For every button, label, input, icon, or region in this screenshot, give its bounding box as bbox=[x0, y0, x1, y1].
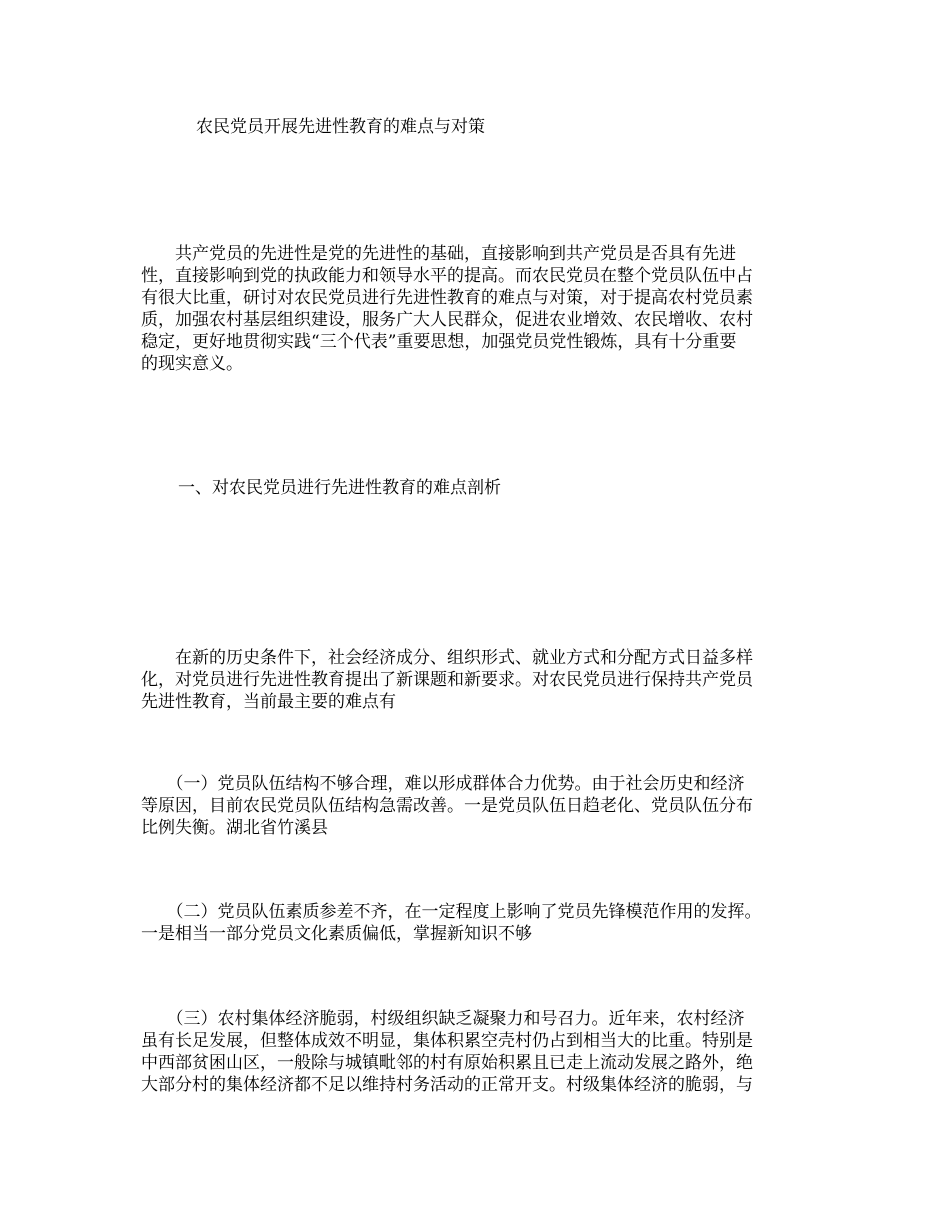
section-heading: 一、对农民党员进行先进性教育的难点剖析 bbox=[178, 478, 501, 498]
paragraph-point-3 bbox=[141, 1008, 821, 1096]
paragraph-point-2 bbox=[141, 901, 821, 945]
paragraph-line: 有很大比重，研讨对农民党员进行先进性教育的难点与对策，对于提高农村党员素 bbox=[141, 288, 753, 308]
paragraph-line: （一）党员队伍结构不够合理，难以形成群体合力优势。由于社会历史和经济 bbox=[141, 774, 745, 794]
paragraph-line: 共产党员的先进性是党的先进性的基础，直接影响到共产党员是否具有先进 bbox=[141, 244, 736, 264]
paragraph-line: 虽有长足发展，但整体成效不明显，集体积累空壳村仍占到相当大的比重。特别是 bbox=[141, 1031, 753, 1051]
paragraph-line: 等原因，目前农民党员队伍结构急需改善。一是党员队伍日趋老化、党员队伍分布 bbox=[141, 796, 753, 816]
paragraph-line: 大部分村的集体经济都不足以维持村务活动的正常开支。村级集体经济的脆弱，与 bbox=[141, 1075, 753, 1095]
paragraph-point-1 bbox=[141, 773, 821, 839]
paragraph-line: 在新的历史条件下，社会经济成分、组织形式、就业方式和分配方式日益多样 bbox=[141, 648, 753, 668]
paragraph-line: 稳定，更好地贯彻实践“三个代表”重要思想，加强党员党性锻炼，具有十分重要 bbox=[141, 332, 737, 352]
paragraph-line: （二）党员队伍素质参差不齐，在一定程度上影响了党员先锋模范作用的发挥。 bbox=[141, 902, 762, 922]
paragraph-line: 比例失衡。湖北省竹溪县 bbox=[141, 818, 328, 838]
paragraph-line: 质，加强农村基层组织建设，服务广大人民群众，促进农业增效、农民增收、农村 bbox=[141, 310, 753, 330]
document-title: 农民党员开展先进性教育的难点与对策 bbox=[196, 117, 485, 137]
paragraph-line: 的现实意义。 bbox=[141, 354, 243, 374]
paragraph-intro bbox=[141, 243, 821, 375]
paragraph-line: 一是相当一部分党员文化素质偏低，掌握新知识不够 bbox=[141, 924, 532, 944]
paragraph-line: 化，对党员进行先进性教育提出了新课题和新要求。对农民党员进行保持共产党员 bbox=[141, 670, 753, 690]
paragraph-line: 性，直接影响到党的执政能力和领导水平的提高。而农民党员在整个党员队伍中占 bbox=[141, 266, 753, 286]
paragraph-line: （三）农村集体经济脆弱，村级组织缺乏凝聚力和号召力。近年来，农村经济 bbox=[141, 1009, 745, 1029]
paragraph-line: 中西部贫困山区，一般除与城镇毗邻的村有原始积累且已走上流动发展之路外，绝 bbox=[141, 1053, 753, 1073]
paragraph-difficulties-intro bbox=[141, 647, 821, 713]
paragraph-line: 先进性教育，当前最主要的难点有 bbox=[141, 692, 396, 712]
